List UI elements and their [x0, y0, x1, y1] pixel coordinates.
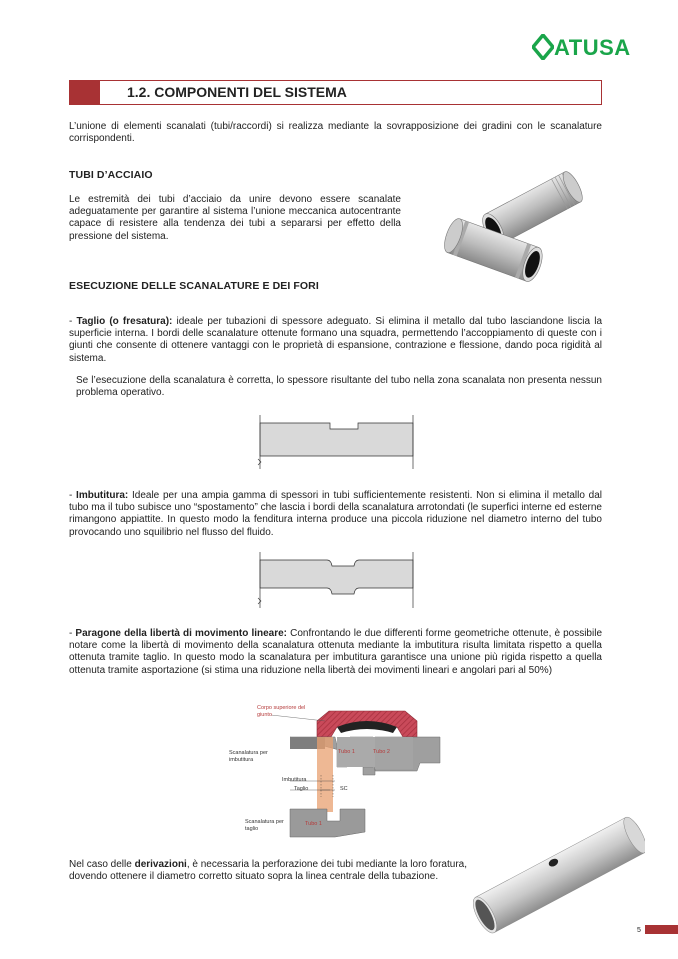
- coupling-diagram: [225, 697, 455, 847]
- bullet-cut-note: Se l’esecuzione della scanalatura è corretta, lo spessore risultante del tubo nella zona scanalata non presenta nessun problema operativo.: [76, 375, 602, 399]
- label-pipe-2: Tubo 2: [373, 749, 390, 755]
- section-title-box: [69, 80, 602, 105]
- bullet-dash: -: [69, 628, 76, 639]
- label-rolled: Imbutitura: [282, 777, 307, 783]
- bullet-rolled: [69, 490, 602, 539]
- label-pipe-1-lower: Tubo 1: [305, 821, 322, 827]
- label-rolled-groove: Scanalatura per imbutitura: [229, 750, 268, 763]
- intro-paragraph: L’unione di elementi scanalati (tubi/raccordi) si realizza mediante la sovrapposizione dei gradini con le scanalature corrispondenti.: [69, 121, 602, 145]
- bullet-cut-label: Taglio (o fresatura):: [76, 316, 173, 327]
- bullet-rolled-label: Imbutitura:: [76, 490, 129, 501]
- bullet-cut-text: ideale per tubazioni di spessore adeguato. Si elimina il metallo dal tubo lasciandone liscia la superficie interna. I bordi delle scanalature ottenute formano una squadra, permettendo l’accoppiamento di queste con i giunti che consente di ottenere vantaggi con le proprietà di espansione, contrazione e flessione, dando poca rigidità al sistema.: [69, 316, 603, 364]
- bullet-rolled-text: Ideale per una ampia gamma di spessori in tubi sufficientemente resistenti. Non si elimina il metallo dal tubo ma il tubo subisce uno “spostamento” che lascia i bordi della scanalatura arrotondati (le superfici interne ed esterne rimangono appiattite. In questo modo la fenditura interna produce una piccola riduzione nel diametro interno del tubo provocando uno squilibrio nel flusso del fluido.: [69, 490, 602, 538]
- bullet-cut: [69, 316, 602, 365]
- derivations-bold: derivazioni: [134, 859, 187, 870]
- label-cut-groove: Scanalatura per taglio: [245, 819, 284, 832]
- derivations-post: , è necessaria la perforazione dei tubi mediante la loro foratura, dovendo ottenere il diametro corretto situato sopra la linea centrale della tubazione.: [69, 859, 468, 883]
- label-cut: Taglio: [294, 786, 309, 792]
- page-accent-bar: [645, 925, 678, 934]
- label-sc: SC: [340, 786, 348, 792]
- bullet-compare: [69, 628, 602, 677]
- derivations-paragraph: [69, 859, 467, 883]
- diamond-logo-icon: [532, 34, 554, 60]
- rolled-groove-drawing: [255, 550, 420, 612]
- bullet-compare-text: Confrontando le due differenti forme geometriche ottenute, è possibile notare come la libertà di movimento della scanalatura ottenuta mediante la imbutitura risulta limitata rispetto a quella ottenuta tramite taglio. In questo modo la scanalatura per imbutitura garantisce una unione più rigida rispetto a quella ottenuta tramite asportazione (si stima una riduzione nella libertà dei movimenti lineari e angolari pari al 50%): [69, 628, 603, 676]
- heading-grooves: ESECUZIONE DELLE SCANALATURE E DEI FORI: [69, 280, 319, 292]
- page-title: 1.2. COMPONENTI DEL SISTEMA: [127, 84, 347, 100]
- steel-pipes-illustration: [438, 170, 608, 290]
- brand-name: ATUSA: [554, 35, 631, 60]
- label-pipe-1: Tubo 1: [338, 749, 355, 755]
- page-number: 5: [637, 927, 641, 934]
- drilled-pipe-illustration: [470, 815, 645, 935]
- atusa-logo: [532, 34, 650, 62]
- bullet-dash: -: [69, 316, 77, 327]
- steel-paragraph: Le estremità dei tubi d’acciaio da unire devono essere scanalate adeguatamente per garantire al sistema l’unione meccanica autocentrante capace di resistere alla tendenza dei tubi a separarsi per effetto della pressione del sistema.: [69, 194, 401, 242]
- title-accent-bar: [70, 81, 100, 104]
- bullet-dash: -: [69, 490, 77, 501]
- heading-steel-pipes: TUBI D’ACCIAIO: [69, 169, 153, 181]
- label-housing: Corpo superiore del giunto: [257, 705, 306, 718]
- derivations-pre: Nel caso delle: [69, 859, 135, 870]
- bullet-compare-label: Paragone della libertà di movimento lineare:: [75, 628, 288, 639]
- cut-groove-drawing: [255, 413, 420, 473]
